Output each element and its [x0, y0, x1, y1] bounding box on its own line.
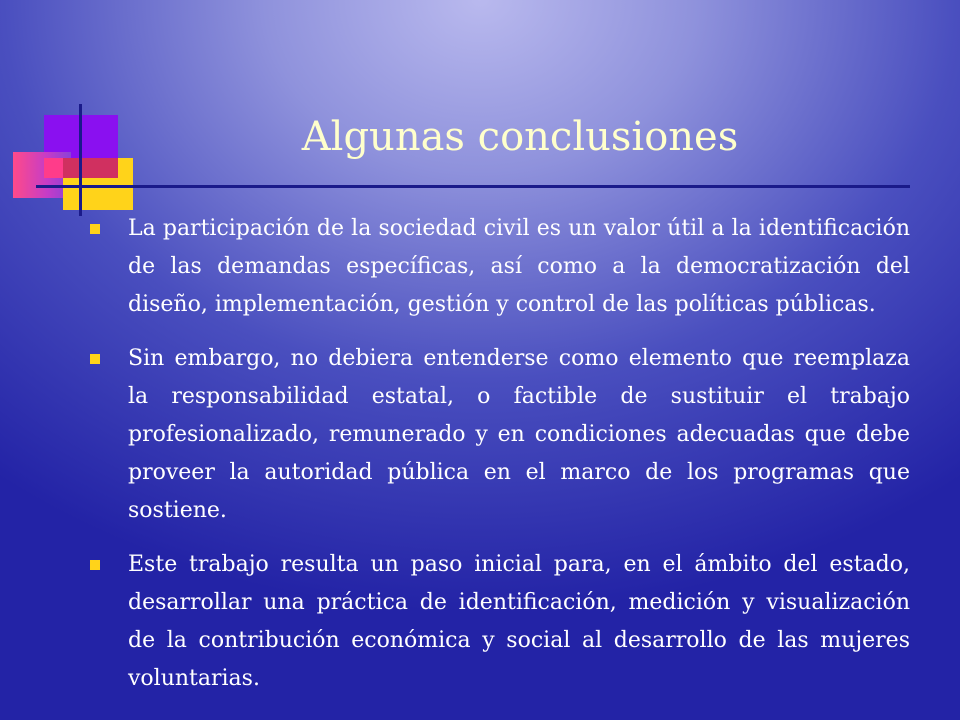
decor-vertical-line: [79, 104, 82, 216]
bullet-text: La participación de la sociedad civil es un valor útil a la identificación de las demandas específicas, así como a la democratización del diseño, implementación, gestión y control de las políticas públicas.: [128, 216, 910, 317]
decor-square-overlap-left: [44, 158, 63, 178]
bullet-item: [90, 210, 910, 324]
square-bullet-icon: [90, 560, 100, 570]
bullet-text: Sin embargo, no debiera entenderse como elemento que reemplaza la responsabilidad estatal, o factible de sustituir el trabajo profesionalizado, remunerado y en condiciones adecuadas que debe proveer la autoridad pública en el marco de los programas que sostiene.: [128, 346, 910, 523]
bullet-item: [90, 340, 910, 530]
decor-square-overlap: [63, 158, 118, 178]
bullet-item: [90, 546, 910, 698]
slide-title: Algunas conclusiones: [301, 114, 739, 160]
square-bullet-icon: [90, 354, 100, 364]
bullet-list: [90, 210, 910, 714]
square-bullet-icon: [90, 224, 100, 234]
title-underline: [36, 185, 910, 188]
bullet-text: Este trabajo resulta un paso inicial para, en el ámbito del estado, desarrollar una práctica de identificación, medición y visualización de la contribución económica y social al desarrollo de las mujeres voluntarias.: [128, 552, 910, 691]
